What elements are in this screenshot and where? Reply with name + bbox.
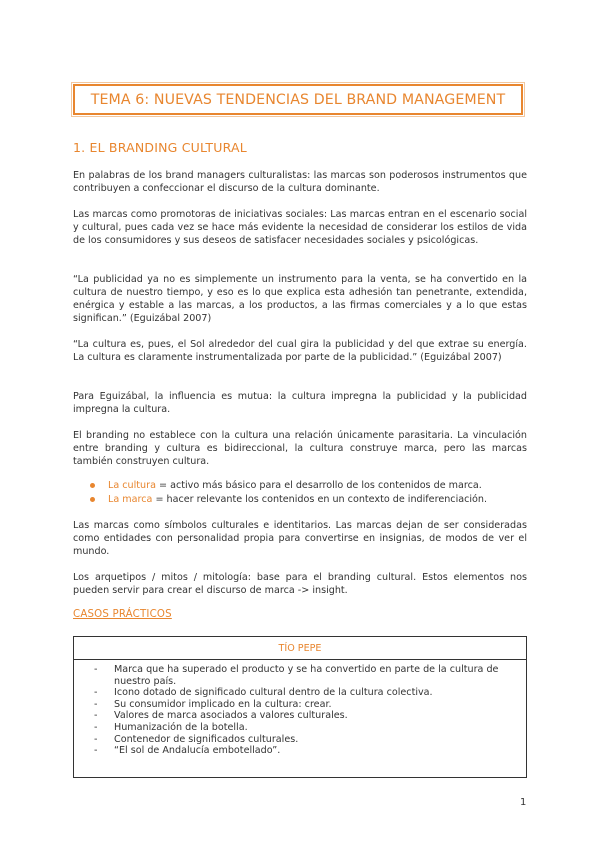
bullet-text: = activo más básico para el desarrollo de los contenidos de marca.: [155, 480, 482, 491]
case-table-header: TÍO PEPE: [74, 637, 527, 660]
case-table: [73, 636, 527, 778]
paragraph-4: “La cultura es, pues, el Sol alrededor del cual gira la publicidad y del que extrae su energía. La cultura es claramente instrumentalizada por parte de la publicidad.” (Eguizábal 2007): [73, 339, 527, 363]
title-box: [73, 84, 523, 115]
paragraph-6: El branding no establece con la cultura una relación únicamente parasitaria. La vinculación entre branding y cultura es bidireccional, la cultura construye marca, pero las marcas también construyen cultura.: [73, 430, 527, 467]
list-item: - Icono dotado de significado cultural dentro de la cultura colectiva.: [94, 687, 518, 699]
bullet-list: [88, 479, 528, 507]
section-heading: 1. EL BRANDING CULTURAL: [73, 140, 247, 155]
page-title: TEMA 6: NUEVAS TENDENCIAS DEL BRAND MANAGEMENT: [90, 91, 506, 108]
paragraph-5: Para Eguizábal, la influencia es mutua: la cultura impregna la publicidad y la publicidad impregna la cultura.: [73, 391, 527, 415]
paragraph-2: Las marcas como promotoras de iniciativas sociales: Las marcas entran en el escenario social y cultural, pues cada vez se hace más evidente la necesidad de considerar los estilos de vida de los consumidores y sus deseos de satisfacer necesidades sociales y psicológicas.: [73, 209, 527, 246]
paragraph-8: Los arquetipos / mitos / mitología: base para el branding cultural. Estos elementos nos pueden servir para crear el discurso de marca -> insight.: [73, 572, 527, 596]
case-table-body: [74, 660, 527, 778]
paragraph-7: Las marcas como símbolos culturales e identitarios. Las marcas dejan de ser consideradas como entidades con personalidad propia para convertirse en insignias, de modos de ver el mundo.: [73, 520, 527, 557]
list-item: - “El sol de Andalucía embotellado”.: [94, 745, 518, 757]
bullet-item-cultura: [88, 479, 528, 493]
list-item: - Valores de marca asociados a valores culturales.: [94, 710, 518, 722]
list-item: - Humanización de la botella.: [94, 722, 518, 734]
bullet-text: = hacer relevante los contenidos en un contexto de indiferenciación.: [152, 494, 488, 505]
bullet-term: La cultura: [108, 480, 156, 491]
list-item: - Contenedor de significados culturales.: [94, 734, 518, 746]
bullet-dot-icon: [90, 497, 95, 502]
list-item: - Marca que ha superado el producto y se ha convertido en parte de la cultura de nuestro país.: [94, 664, 518, 687]
list-item: - Su consumidor implicado en la cultura: crear.: [94, 699, 518, 711]
bullet-dot-icon: [90, 483, 95, 488]
case-items-list: [94, 664, 518, 757]
paragraph-1: En palabras de los brand managers culturalistas: las marcas son poderosos instrumentos que contribuyen a confeccionar el discurso de la cultura dominante.: [73, 170, 527, 194]
page-number: 1: [520, 797, 527, 808]
paragraph-3: “La publicidad ya no es simplemente un instrumento para la venta, se ha convertido en la cultura de nuestro tiempo, y eso es lo que explica esta adhesión tan penetrante, extendida, enérgica y estable a las marcas, a los productos, a las firmas comerciales y a lo que estas significan.” (Eguizábal 2007): [73, 274, 527, 324]
casos-practicos-heading: CASOS PRÁCTICOS: [73, 609, 172, 620]
bullet-item-marca: [88, 493, 528, 507]
bullet-term: La marca: [108, 494, 153, 505]
